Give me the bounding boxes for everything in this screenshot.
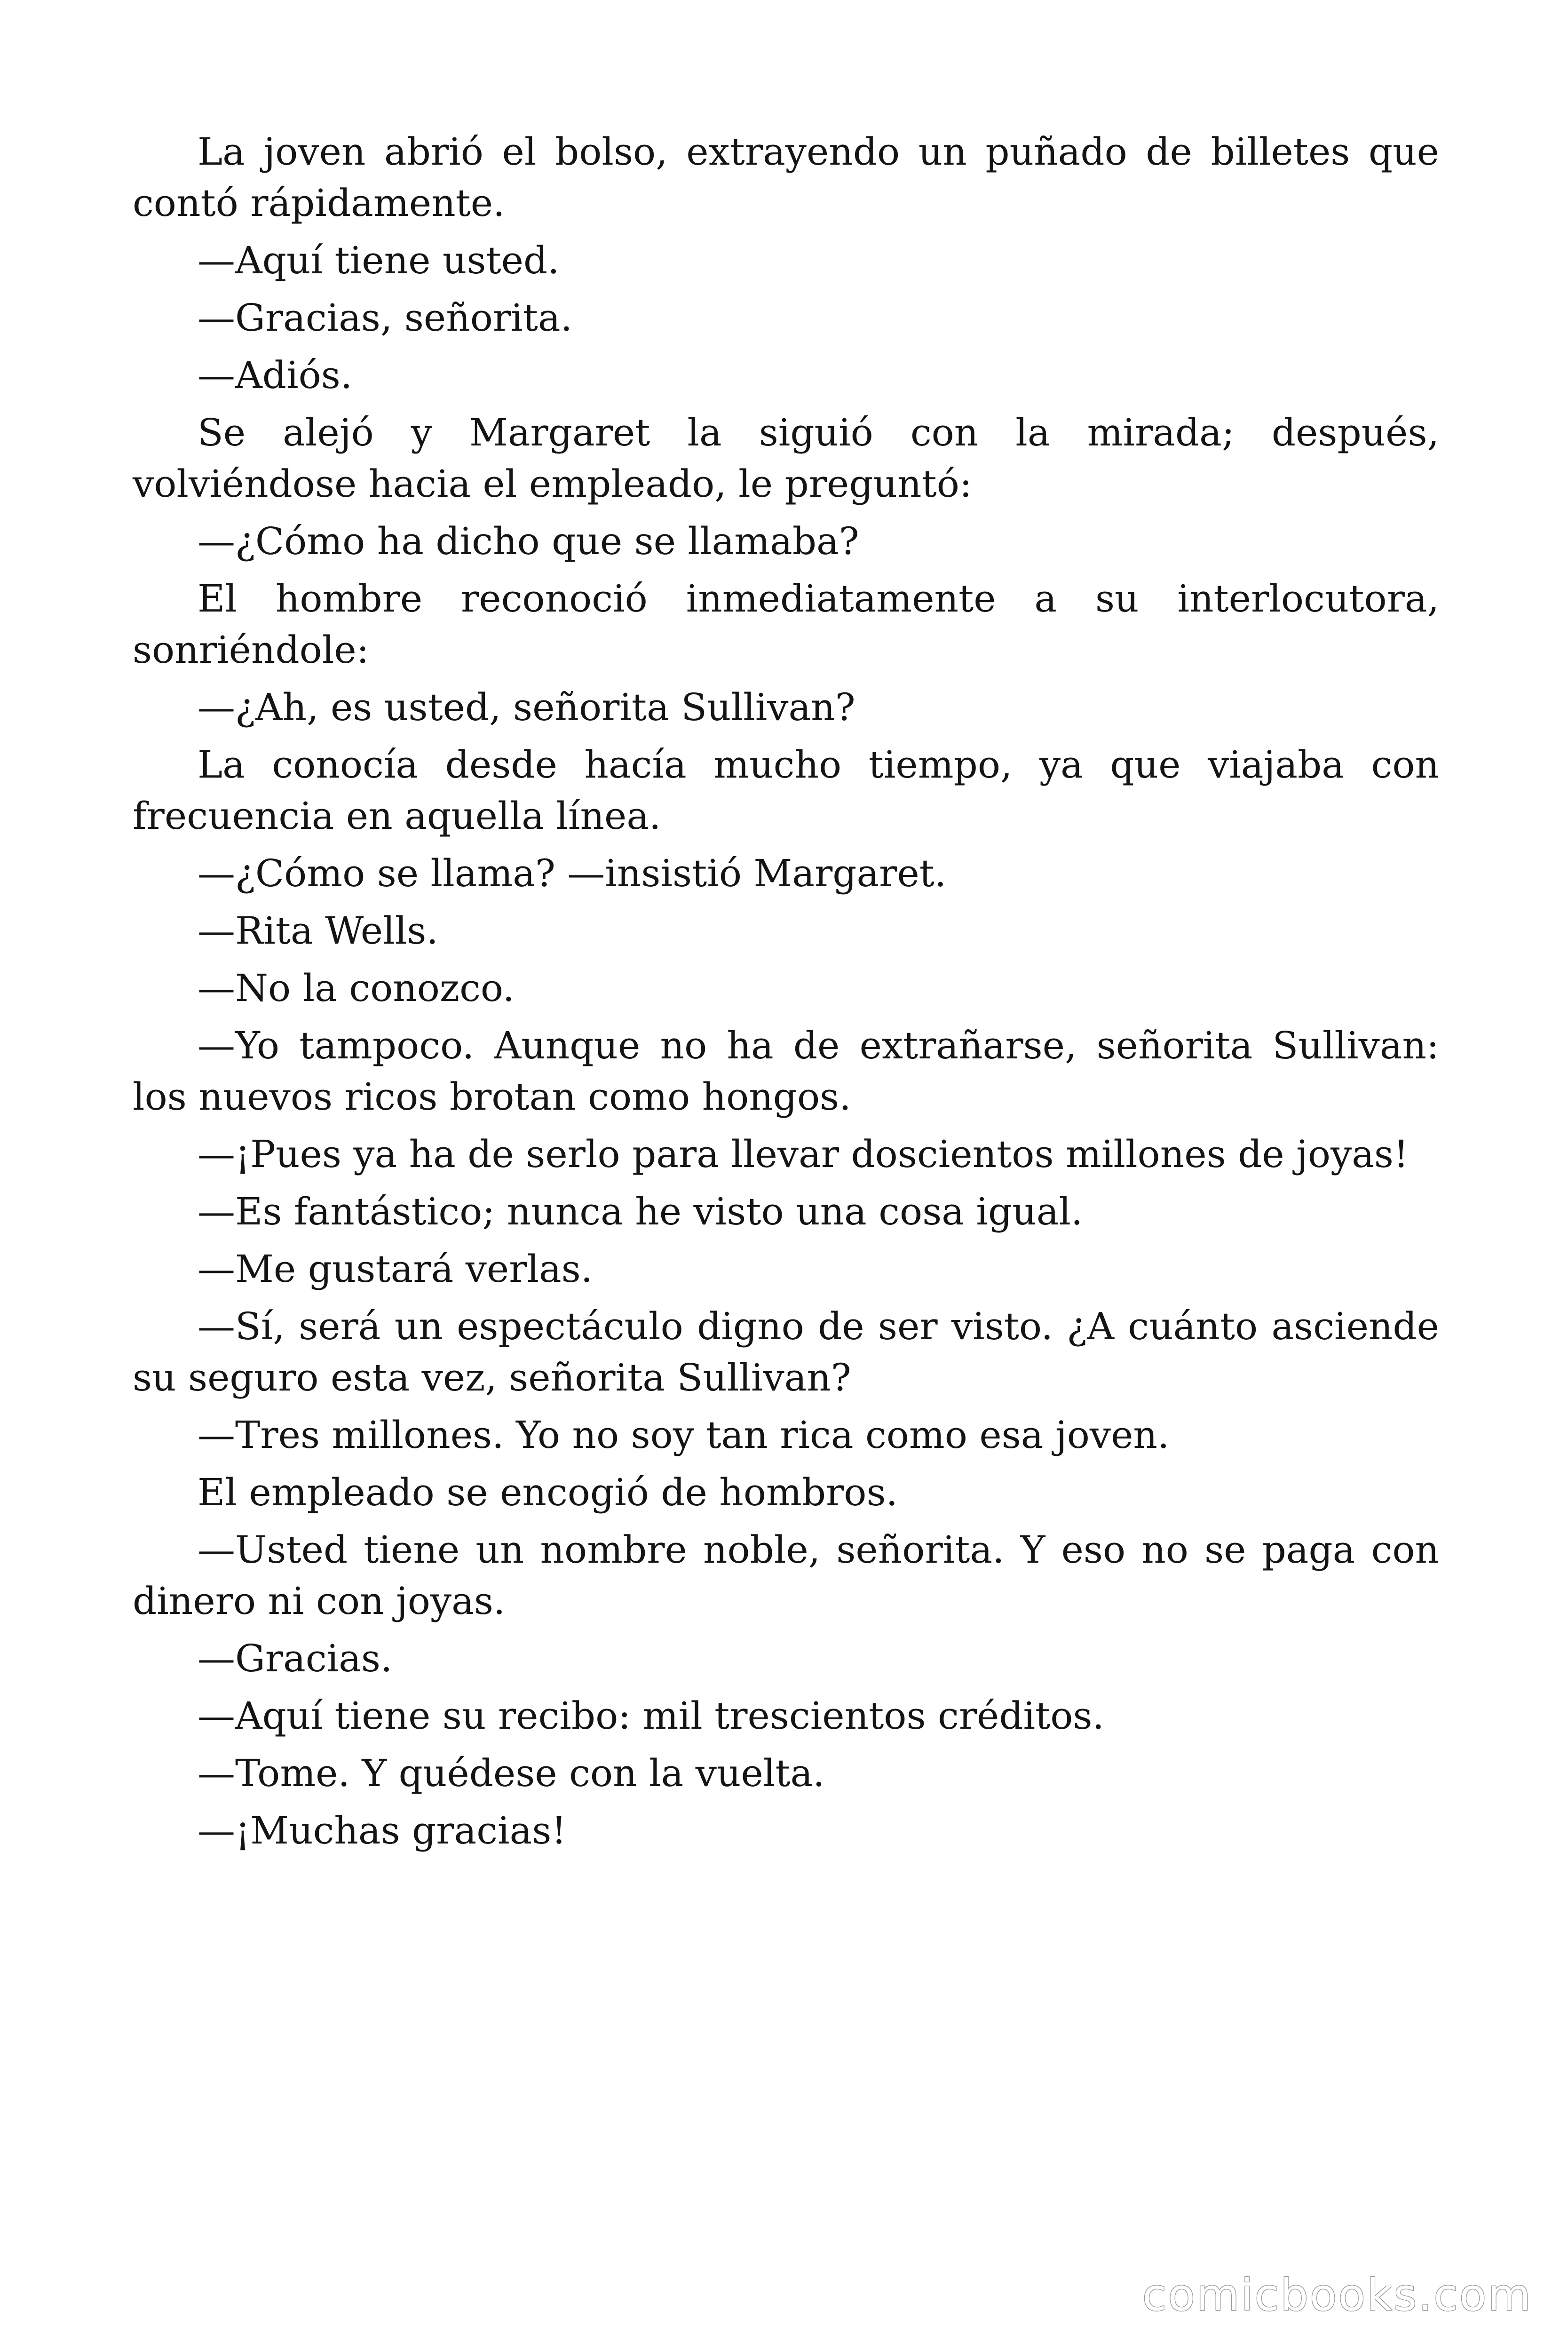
paragraph: —¿Cómo se llama? —insistió Margaret. bbox=[198, 851, 947, 895]
paragraph: —Adiós. bbox=[198, 353, 353, 397]
body-text bbox=[133, 126, 1439, 1862]
paragraph: —Aquí tiene usted. bbox=[198, 238, 560, 282]
paragraph: —Usted tiene un nombre noble, señorita. Y eso no se paga con dinero ni con joyas. bbox=[133, 1528, 1439, 1623]
paragraph: —¿Ah, es usted, señorita Sullivan? bbox=[198, 685, 855, 729]
paragraph: —¿Cómo ha dicho que se llamaba? bbox=[198, 519, 859, 563]
paragraph: —Gracias. bbox=[198, 1637, 393, 1680]
paragraph: —Rita Wells. bbox=[198, 909, 438, 953]
paragraph: —Yo tampoco. Aunque no ha de extrañarse, señorita Sullivan: los nuevos ricos brotan como hongos. bbox=[133, 1024, 1439, 1119]
paragraph: Se alejó y Margaret la siguió con la mirada; después, volviéndose hacia el empleado, le preguntó: bbox=[133, 411, 1439, 506]
paragraph: —Sí, será un espectáculo digno de ser visto. ¿A cuánto asciende su seguro esta vez, señorita Sullivan? bbox=[133, 1304, 1439, 1399]
paragraph: —No la conozco. bbox=[198, 966, 515, 1010]
paragraph: —¡Pues ya ha de serlo para llevar doscientos millones de joyas! bbox=[198, 1132, 1409, 1176]
paragraph: La joven abrió el bolso, extrayendo un puñado de billetes que contó rápidamente. bbox=[133, 130, 1439, 225]
paragraph: El hombre reconoció inmediatamente a su interlocutora, sonriéndole: bbox=[133, 577, 1439, 672]
paragraph: —Me gustará verlas. bbox=[198, 1247, 593, 1291]
paragraph: —Gracias, señorita. bbox=[198, 296, 573, 340]
paragraph: —Es fantástico; nunca he visto una cosa igual. bbox=[198, 1190, 1083, 1233]
paragraph: —Aquí tiene su recibo: mil trescientos créditos. bbox=[198, 1694, 1104, 1738]
paragraph: —Tome. Y quédese con la vuelta. bbox=[198, 1751, 825, 1795]
paragraph: La conocía desde hacía mucho tiempo, ya que viajaba con frecuencia en aquella línea. bbox=[133, 743, 1439, 838]
paragraph: —¡Muchas gracias! bbox=[198, 1809, 567, 1852]
paragraph: —Tres millones. Yo no soy tan rica como esa joven. bbox=[198, 1413, 1170, 1457]
site-watermark: comicbooks.com bbox=[1142, 2270, 1532, 2321]
paragraph: El empleado se encogió de hombros. bbox=[198, 1470, 898, 1514]
